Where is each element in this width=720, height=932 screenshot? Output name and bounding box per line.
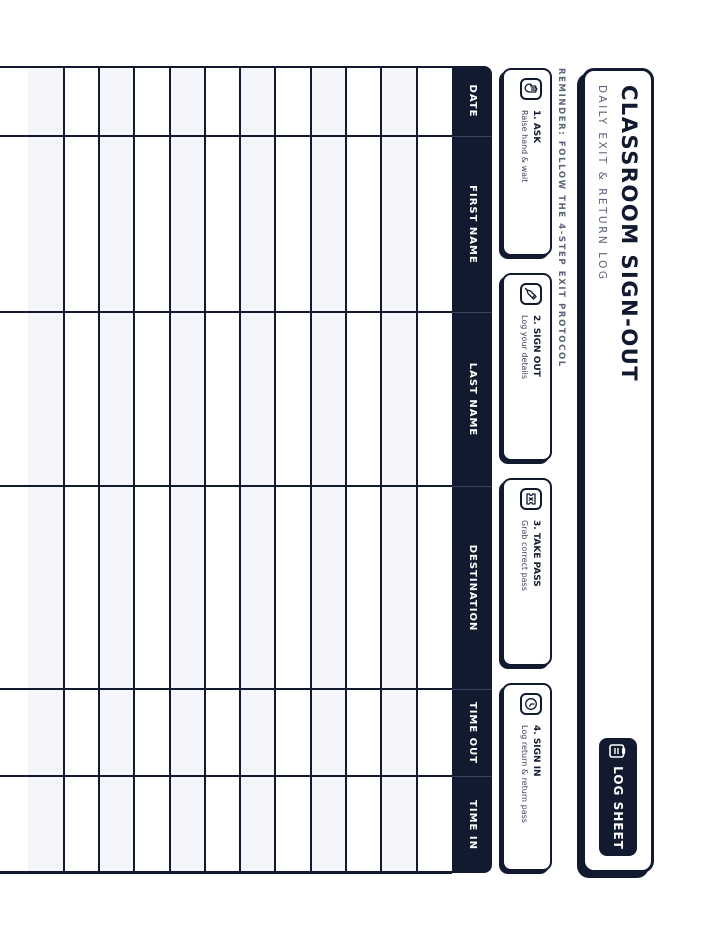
table-row [28,66,63,873]
step-title: 1. ASK [531,110,541,144]
badge-label: LOG SHEET [611,766,625,850]
step-sign-in [502,683,552,871]
column-header-destination: DESTINATION [452,486,492,689]
table-row [64,66,99,873]
row-divider [380,66,382,873]
column-divider [0,311,452,313]
table-row [134,66,169,873]
sign-out-table [0,66,492,873]
hand-icon [520,78,542,100]
step-title: 4. SIGN IN [531,725,541,777]
row-divider [63,66,65,873]
row-divider [133,66,135,873]
column-header-last-name: LAST NAME [452,312,492,486]
step-description: Log return & return pass [520,725,529,823]
table-border [0,66,452,68]
table-border [0,871,452,874]
table-row [311,66,346,873]
column-header-time-out: TIME OUT [452,689,492,776]
step-description: Grab correct pass [520,520,529,591]
row-divider [345,66,347,873]
table-row [240,66,275,873]
step-title: 2. SIGN OUT [531,315,541,377]
table-row [99,66,134,873]
column-header-time-in: TIME IN [452,776,492,873]
page-title: CLASSROOM SIGN-OUT [617,85,641,383]
protocol-steps [502,68,552,873]
table-row [346,66,381,873]
step-description: Raise hand & wait [520,110,529,183]
step-sign-out [502,273,552,461]
clipboard-icon [610,744,627,758]
step-ask [502,68,552,256]
page-subtitle: DAILY EXIT & RETURN LOG [596,85,608,282]
table-row [205,66,240,873]
column-header-date: DATE [467,84,478,118]
table-header [452,66,492,873]
step-title: 3. TAKE PASS [531,520,541,587]
row-divider [239,66,241,873]
table-row [170,66,205,873]
column-divider [0,135,452,137]
step-take-pass [502,478,552,666]
table-row [417,66,452,873]
column-divider [0,485,452,487]
clock-icon [520,693,542,715]
table-row [276,66,311,873]
row-divider [204,66,206,873]
row-divider [169,66,171,873]
column-header-first-name: FIRST NAME [452,136,492,312]
row-divider [275,66,277,873]
pen-icon [520,283,542,305]
ticket-icon [520,488,542,510]
column-divider [0,775,452,777]
log-sheet-badge [599,738,637,856]
step-description: Log your details [520,315,529,380]
column-divider [0,688,452,690]
row-divider [310,66,312,873]
table-row [381,66,416,873]
reminder-text: REMINDER: FOLLOW THE 4-STEP EXIT PROTOCOL [556,68,566,368]
header-card [582,68,654,873]
row-divider [416,66,418,873]
row-divider [98,66,100,873]
table-body [0,66,452,873]
